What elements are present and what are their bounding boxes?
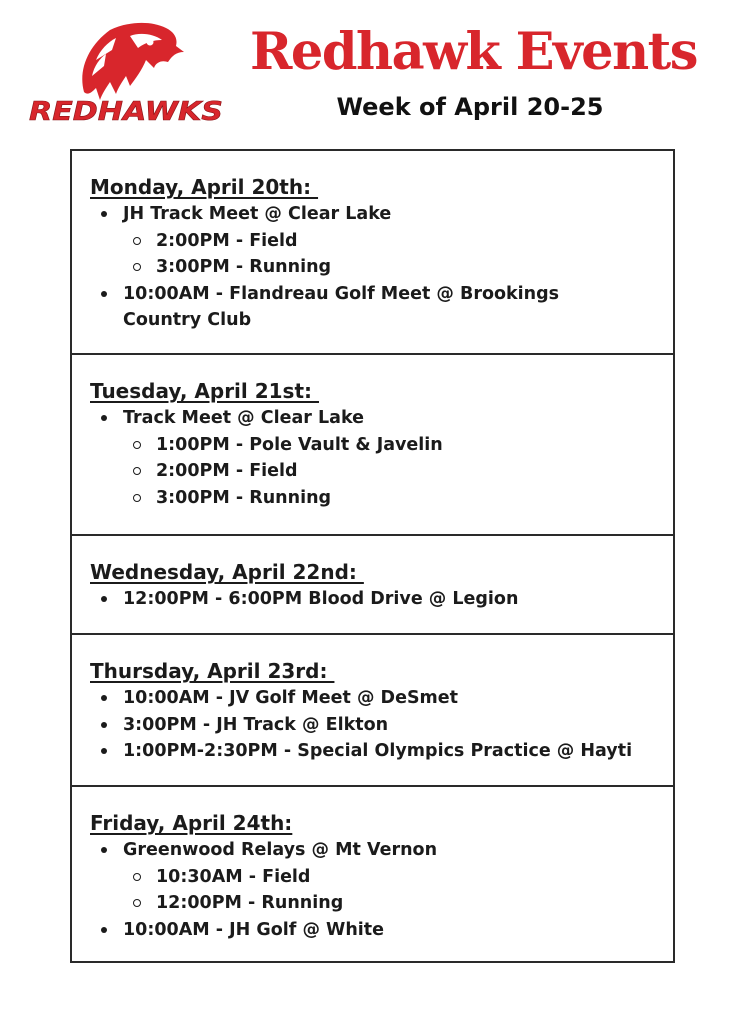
event-list	[90, 837, 673, 943]
event-item: JH Track Meet @ Clear Lake	[90, 201, 673, 228]
event-item: 12:00PM - 6:00PM Blood Drive @ Legion	[90, 586, 673, 613]
event-list	[90, 586, 673, 613]
event-item: 10:00AM - JV Golf Meet @ DeSmet	[90, 685, 673, 712]
event-item: 1:00PM-2:30PM - Special Olympics Practice @ Hayti	[90, 738, 673, 765]
schedule-table	[70, 149, 675, 963]
event-subitem: 1:00PM - Pole Vault & Javelin	[90, 432, 673, 459]
event-item: 3:00PM - JH Track @ Elkton	[90, 712, 673, 739]
logo-wordmark: REDHAWKS	[29, 97, 223, 127]
day-section-monday	[72, 151, 673, 355]
event-subitem: 3:00PM - Running	[90, 485, 673, 512]
event-list	[90, 405, 673, 511]
day-heading: Friday, April 24th:	[90, 811, 293, 835]
day-section-friday	[72, 787, 673, 961]
event-subitem: 3:00PM - Running	[90, 254, 673, 281]
day-section-tuesday	[72, 355, 673, 536]
event-subitem: 10:30AM - Field	[90, 864, 673, 891]
event-item: 10:00AM - Flandreau Golf Meet @ Brookings Country Club	[90, 281, 673, 334]
day-heading: Monday, April 20th:	[90, 175, 319, 199]
day-heading: Tuesday, April 21st:	[90, 379, 319, 403]
redhawks-logo	[26, 20, 226, 128]
event-subitem: 2:00PM - Field	[90, 228, 673, 255]
event-item: Greenwood Relays @ Mt Vernon	[90, 837, 673, 864]
event-subitem: 2:00PM - Field	[90, 458, 673, 485]
day-heading: Thursday, April 23rd:	[90, 659, 335, 683]
redhawk-head-icon	[26, 20, 226, 128]
page-subtitle: Week of April 20-25	[336, 93, 604, 121]
day-section-wednesday	[72, 536, 673, 635]
event-item: 10:00AM - JH Golf @ White	[90, 917, 673, 944]
event-item: Track Meet @ Clear Lake	[90, 405, 673, 432]
page-title: Redhawk Events	[250, 22, 697, 82]
event-list	[90, 201, 673, 334]
event-list	[90, 685, 673, 765]
day-heading: Wednesday, April 22nd:	[90, 560, 364, 584]
event-subitem: 12:00PM - Running	[90, 890, 673, 917]
day-section-thursday	[72, 635, 673, 787]
